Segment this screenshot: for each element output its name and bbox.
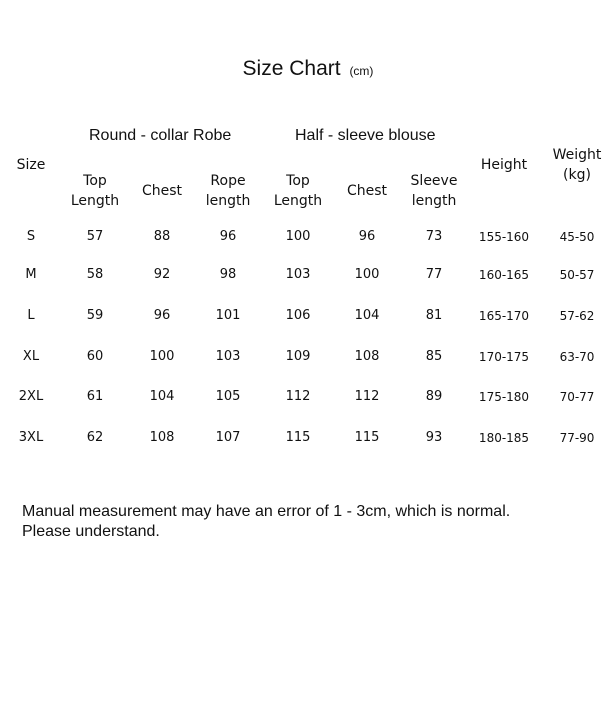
header-robe-chest-label: Chest	[141, 183, 183, 199]
group-header-robe: Round - collar Robe	[89, 127, 232, 144]
cell-blouse-sleeve-length: 89	[425, 389, 443, 404]
cell-robe-rope-length: 98	[219, 267, 237, 282]
header-blouse-sleeve-length	[411, 171, 458, 211]
cell-blouse-top-length: 115	[285, 430, 311, 445]
cell-blouse-chest: 115	[354, 430, 380, 445]
cell-height: 165-170	[478, 309, 530, 323]
cell-blouse-sleeve-length: 93	[425, 430, 443, 445]
cell-blouse-chest: 112	[354, 389, 380, 404]
cell-size: L	[27, 308, 35, 323]
header-size	[17, 155, 46, 175]
cell-robe-chest: 88	[153, 229, 171, 244]
header-weight	[553, 145, 602, 185]
header-robe-chest	[142, 181, 182, 201]
cell-robe-rope-length: 103	[215, 349, 241, 364]
header-blouse-top-length	[274, 171, 322, 211]
header-robe-top-length	[71, 171, 119, 211]
cell-robe-top-length: 62	[86, 430, 104, 445]
cell-robe-rope-length: 101	[215, 308, 241, 323]
measurement-note	[22, 502, 510, 542]
cell-blouse-top-length: 109	[285, 349, 311, 364]
header-height-label: Height	[480, 157, 528, 173]
cell-weight: 57-62	[559, 309, 595, 323]
cell-blouse-chest: 100	[354, 267, 380, 282]
cell-blouse-top-length: 106	[285, 308, 311, 323]
cell-robe-chest: 92	[153, 267, 171, 282]
header-size-label: Size	[16, 157, 46, 173]
cell-robe-top-length: 59	[86, 308, 104, 323]
header-robe-rope-length-line2: length	[205, 193, 251, 209]
header-weight-line1: Weight	[552, 147, 602, 163]
note-line-1: Manual measurement may have an error of 1 - 3cm, which is normal.	[22, 503, 511, 520]
cell-blouse-sleeve-length: 85	[425, 349, 443, 364]
cell-robe-top-length: 58	[86, 267, 104, 282]
header-height	[481, 155, 527, 175]
header-robe-rope-length-line1: Rope	[210, 173, 246, 189]
header-blouse-top-length-line1: Top	[286, 173, 310, 189]
cell-weight: 45-50	[559, 230, 595, 244]
cell-blouse-sleeve-length: 73	[425, 229, 443, 244]
header-blouse-sleeve-length-line1: Sleeve	[410, 173, 458, 189]
cell-blouse-top-length: 112	[285, 389, 311, 404]
cell-height: 160-165	[478, 268, 530, 282]
cell-robe-rope-length: 105	[215, 389, 241, 404]
cell-robe-chest: 108	[149, 430, 175, 445]
cell-blouse-sleeve-length: 81	[425, 308, 443, 323]
group-header-blouse: Half - sleeve blouse	[295, 127, 436, 144]
cell-blouse-top-length: 100	[285, 229, 311, 244]
cell-blouse-chest: 108	[354, 349, 380, 364]
cell-size: 2XL	[18, 389, 44, 404]
cell-height: 170-175	[478, 350, 530, 364]
cell-size: M	[25, 267, 37, 282]
cell-blouse-top-length: 103	[285, 267, 311, 282]
header-robe-rope-length	[206, 171, 251, 211]
page-title	[0, 57, 616, 81]
cell-height: 175-180	[478, 390, 530, 404]
cell-robe-top-length: 61	[86, 389, 104, 404]
cell-size: 3XL	[18, 430, 44, 445]
cell-size: XL	[22, 349, 40, 364]
cell-weight: 70-77	[559, 390, 595, 404]
title-unit: (cm)	[349, 64, 374, 78]
title-text: Size Chart	[242, 57, 341, 80]
header-robe-top-length-line2: Length	[70, 193, 120, 209]
cell-weight: 50-57	[559, 268, 595, 282]
cell-blouse-sleeve-length: 77	[425, 267, 443, 282]
header-blouse-chest-label: Chest	[346, 183, 388, 199]
cell-height: 180-185	[478, 431, 530, 445]
cell-height: 155-160	[478, 230, 530, 244]
cell-robe-chest: 104	[149, 389, 175, 404]
cell-robe-chest: 100	[149, 349, 175, 364]
header-weight-line2: (kg)	[563, 167, 591, 183]
header-blouse-sleeve-length-line2: length	[411, 193, 457, 209]
cell-robe-top-length: 60	[86, 349, 104, 364]
cell-blouse-chest: 96	[358, 229, 376, 244]
note-line-2: Please understand.	[22, 523, 160, 540]
cell-robe-rope-length: 96	[219, 229, 237, 244]
cell-size: S	[26, 229, 36, 244]
header-blouse-top-length-line2: Length	[273, 193, 323, 209]
header-blouse-chest	[347, 181, 387, 201]
cell-robe-top-length: 57	[86, 229, 104, 244]
cell-weight: 63-70	[559, 350, 595, 364]
header-robe-top-length-line1: Top	[83, 173, 107, 189]
cell-robe-rope-length: 107	[215, 430, 241, 445]
cell-robe-chest: 96	[153, 308, 171, 323]
cell-blouse-chest: 104	[354, 308, 380, 323]
cell-weight: 77-90	[559, 431, 595, 445]
